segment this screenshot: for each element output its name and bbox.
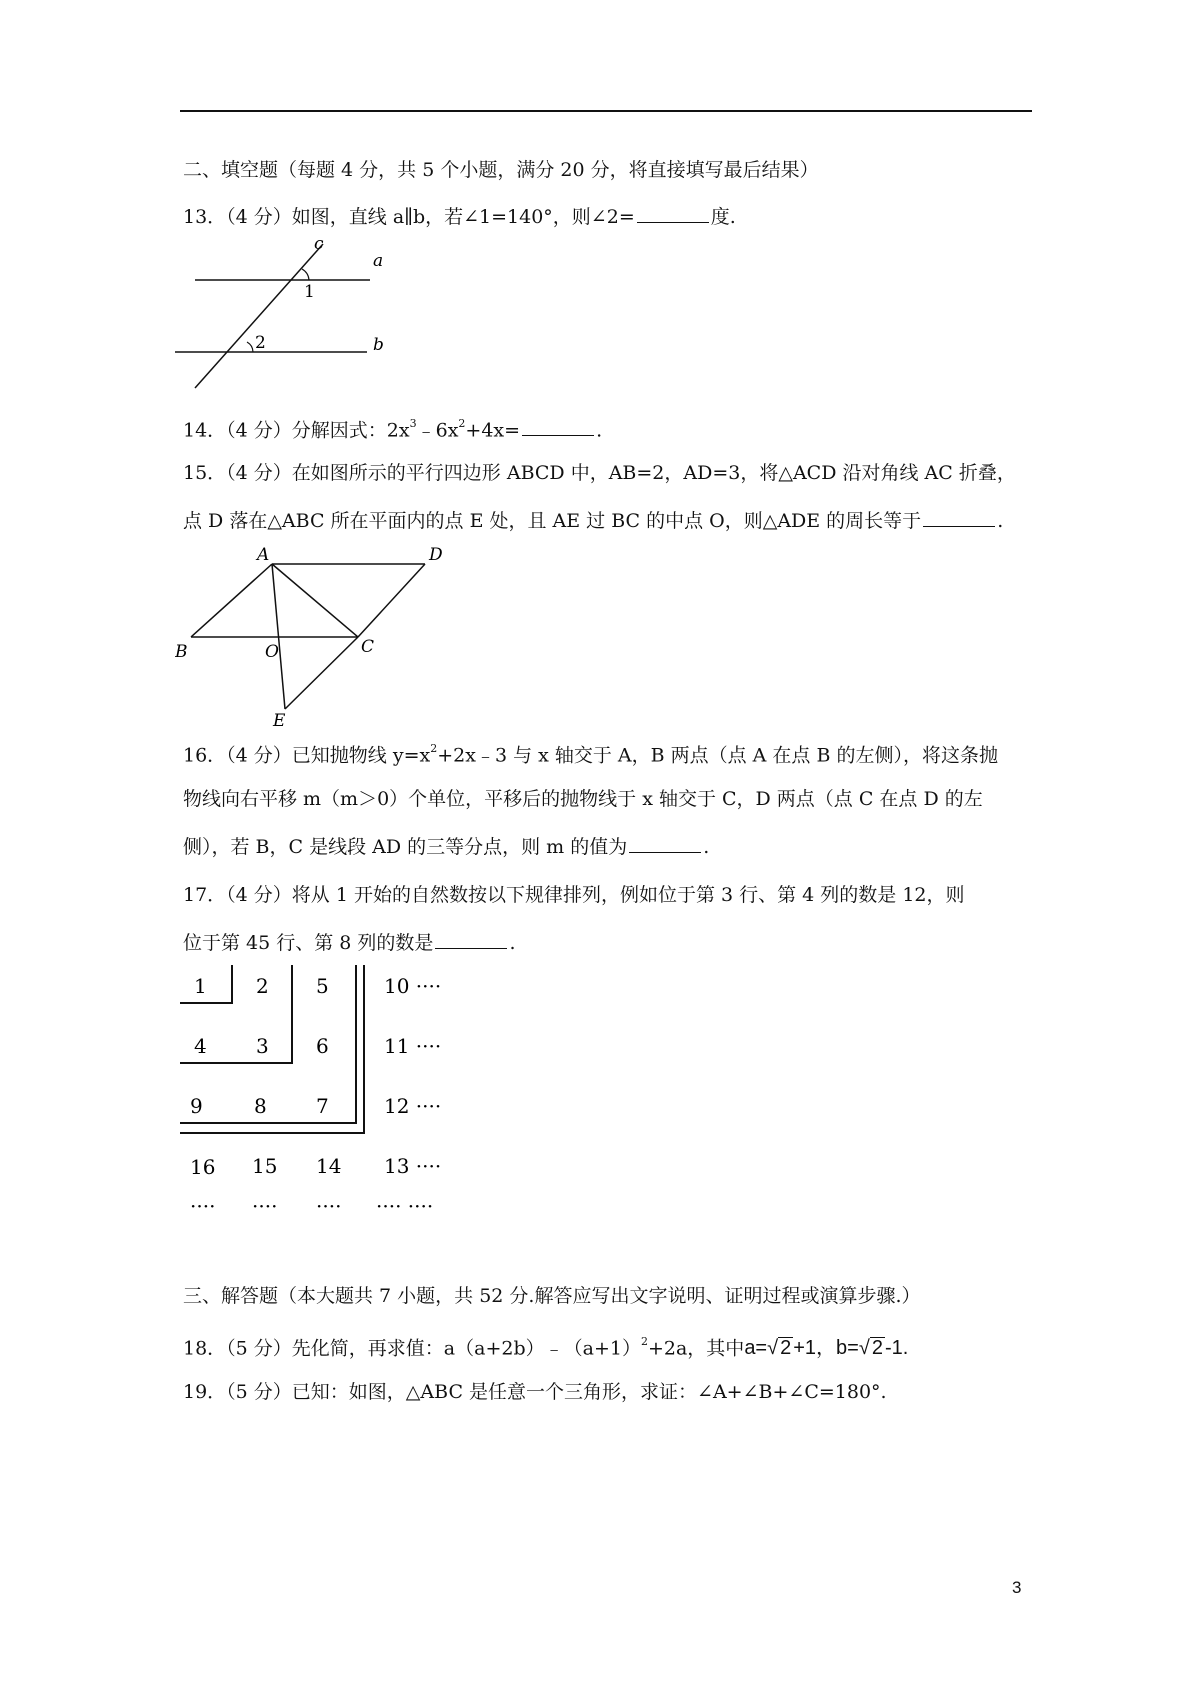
q14-mid-1: ﹣6x xyxy=(416,419,459,442)
label-B: B xyxy=(175,642,188,662)
grid-separator-4 xyxy=(180,965,364,1133)
question-19: 19．（5 分）已知：如图，△ABC 是任意一个三角形，求证：∠A+∠B+∠C=180°. xyxy=(183,1381,887,1403)
q15-answer-blank xyxy=(923,508,995,527)
grid-cell: 15 xyxy=(252,1154,278,1178)
question-15-line-1: 15．（4 分）在如图所示的平行四边形 ABCD 中，AB=2，AD=3，将△ACD 沿对角线 AC 折叠， xyxy=(183,462,1016,484)
q18-b-eq: b= xyxy=(836,1337,859,1360)
q17-number-grid xyxy=(180,965,460,1220)
line-c xyxy=(195,244,323,388)
question-16-line-1 xyxy=(183,738,998,768)
q17-text-after: . xyxy=(509,932,516,954)
q17-answer-blank xyxy=(435,930,507,949)
grid-cell: 3 xyxy=(256,1034,269,1058)
q18-a-tail: +1， xyxy=(793,1337,837,1360)
grid-cell: 2 xyxy=(256,974,269,998)
grid-cell: 12 ···· xyxy=(384,1094,442,1118)
q18-b-tail: -1. xyxy=(884,1337,909,1360)
segment-AC xyxy=(272,564,358,637)
grid-cell: 11 ···· xyxy=(384,1034,442,1058)
q18-a-radicand: 2 xyxy=(780,1337,792,1360)
q16-answer-blank xyxy=(629,834,701,853)
grid-cell: 5 xyxy=(316,974,329,998)
grid-cell: 9 xyxy=(190,1094,203,1118)
q13-text-after: 度. xyxy=(710,206,736,228)
label-O: O xyxy=(265,642,279,662)
grid-cell: 13 ···· xyxy=(384,1154,442,1178)
q14-text-after: . xyxy=(596,419,603,442)
q18-text-mid: +2a，其中 xyxy=(647,1337,745,1360)
label-angle-1: 1 xyxy=(304,282,315,302)
grid-cell: 6 xyxy=(316,1034,329,1058)
q18-value-a: a=√ 2 +1， xyxy=(744,1337,837,1360)
grid-cell: 16 xyxy=(190,1155,216,1179)
segment-EC xyxy=(285,637,358,709)
grid-cell: ···· xyxy=(316,1194,342,1218)
question-16-line-2: 物线向右平移 m（m＞0）个单位，平移后的抛物线于 x 轴交于 C，D 两点（点 C 在点 D 的左 xyxy=(183,788,983,810)
q18-value-b: b=√ 2 -1. xyxy=(836,1337,909,1360)
q15-figure xyxy=(175,540,465,730)
q14-text: 14．（4 分）分解因式：2x xyxy=(183,419,410,442)
q16-text-3b: . xyxy=(703,836,710,858)
grid-cell: 14 xyxy=(316,1154,342,1178)
question-14 xyxy=(183,413,602,443)
angle-2-arc xyxy=(247,342,253,352)
question-17-line-2 xyxy=(183,930,515,956)
q16-exp: 2 xyxy=(430,742,438,755)
segment-AB xyxy=(191,564,272,637)
grid-cell: ···· xyxy=(252,1194,278,1218)
question-18 xyxy=(183,1331,908,1361)
q14-answer-blank xyxy=(522,417,594,436)
label-b: b xyxy=(373,335,384,355)
q15-text: 点 D 落在△ABC 所在平面内的点 E 处，且 AE 过 BC 的中点 O，则△ADE 的周长等于 xyxy=(183,510,922,532)
grid-cell: ···· xyxy=(190,1194,216,1218)
grid-cell: 8 xyxy=(254,1094,267,1118)
q18-a-eq: a= xyxy=(744,1337,768,1360)
grid-cell: 7 xyxy=(316,1094,329,1118)
label-D: D xyxy=(429,545,443,565)
label-A: A xyxy=(257,545,270,565)
label-c: c xyxy=(314,238,324,254)
section-2-heading: 二、填空题（每题 4 分，共 5 个小题，满分 20 分，将直接填写最后结果） xyxy=(183,159,819,181)
q16-text-1b: +2x﹣3 与 x 轴交于 A，B 两点（点 A 在点 B 的左侧），将这条抛 xyxy=(437,744,998,767)
angle-1-arc xyxy=(302,269,309,280)
q16-text-3: 侧），若 B，C 是线段 AD 的三等分点，则 m 的值为 xyxy=(183,836,628,858)
header-rule xyxy=(180,110,1032,112)
q14-exp-2: 2 xyxy=(458,417,466,430)
q14-mid-2: +4x= xyxy=(465,419,521,442)
q13-answer-blank xyxy=(637,204,709,223)
q18-text: 18．（5 分）先化简，再求值：a（a+2b）﹣（a+1） xyxy=(183,1337,641,1360)
grid-cell: 1 xyxy=(194,974,207,998)
label-angle-2: 2 xyxy=(255,333,266,353)
question-15-line-2 xyxy=(183,508,1003,534)
q16-text-1: 16．（4 分）已知抛物线 y=x xyxy=(183,744,431,767)
question-17-line-1: 17．（4 分）将从 1 开始的自然数按以下规律排列，例如位于第 3 行、第 4 列的数是 12，则 xyxy=(183,884,965,906)
page-number: 3 xyxy=(1012,1578,1022,1597)
segment-DC xyxy=(358,564,425,637)
grid-cell: 10 ···· xyxy=(384,974,442,998)
question-13 xyxy=(183,204,736,230)
grid-cell: 4 xyxy=(194,1034,207,1058)
q17-text: 位于第 45 行、第 8 列的数是 xyxy=(183,932,434,954)
q18-exp: 2 xyxy=(640,1335,648,1348)
label-C: C xyxy=(361,637,375,657)
q15-text-after: . xyxy=(997,510,1004,532)
q13-text: 13．（4 分）如图，直线 a∥b，若∠1=140°，则∠2= xyxy=(183,206,635,228)
label-a: a xyxy=(373,251,384,271)
q18-b-radicand: 2 xyxy=(871,1337,883,1360)
grid-cell: ···· ···· xyxy=(376,1194,434,1218)
section-3-heading: 三、解答题（本大题共 7 小题，共 52 分.解答应写出文字说明、证明过程或演算步骤.） xyxy=(183,1285,921,1307)
q13-figure xyxy=(175,238,395,393)
question-16-line-3 xyxy=(183,834,709,860)
q14-exp-1: 3 xyxy=(409,417,417,430)
label-E: E xyxy=(273,711,286,730)
